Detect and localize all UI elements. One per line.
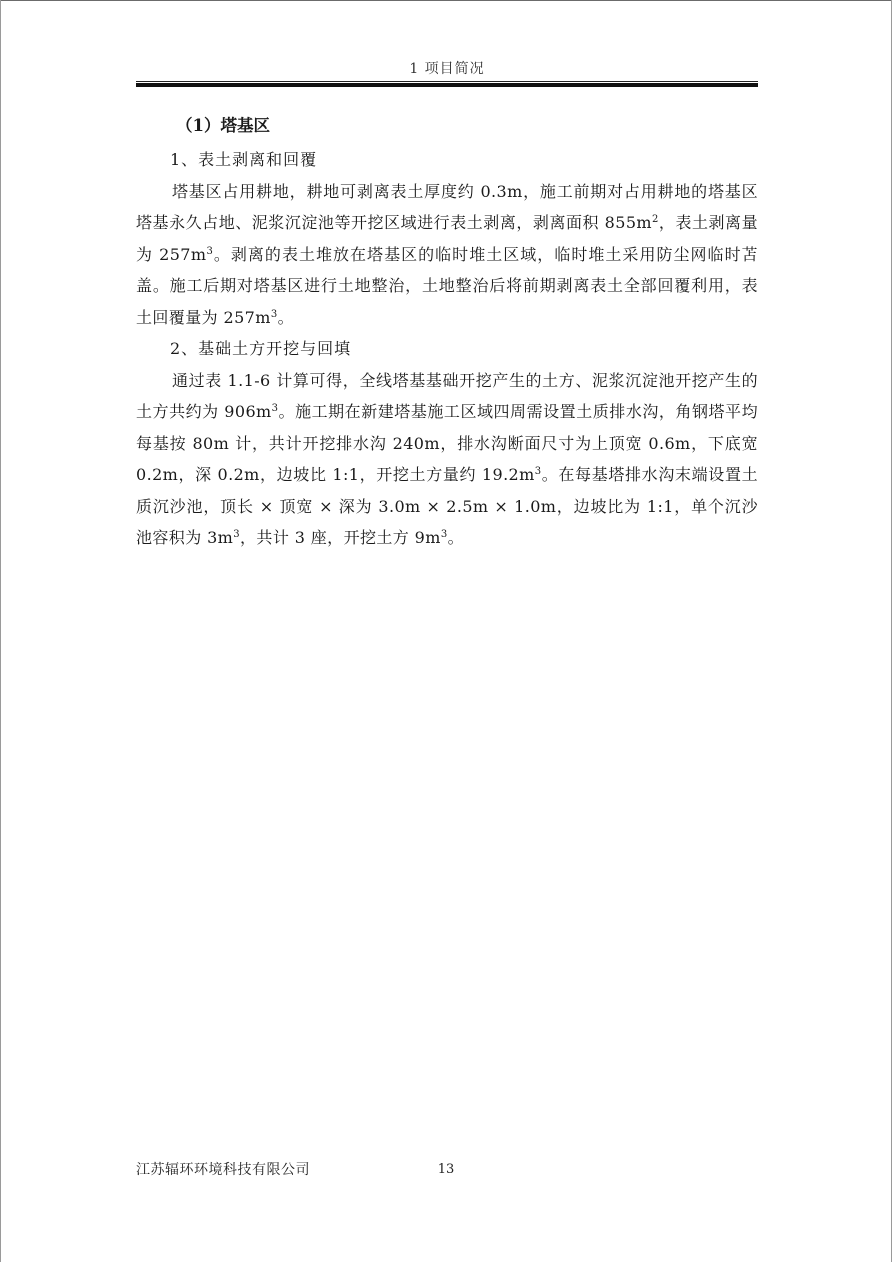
header-rule-thin xyxy=(136,81,758,82)
paragraph-excavation xyxy=(136,365,758,554)
section-heading: （1）塔基区 xyxy=(176,116,270,135)
text-run: 。剥离的表土堆放在塔基区的临时堆土区域，临时堆土采用防尘网临时苫盖。施工后期对塔基区进行土地整治，土地整治后将前期剥离表土全部回覆利用，表土回覆量为 257m xyxy=(136,244,758,327)
superscript: 3 xyxy=(233,529,241,540)
text-run: ，表土剥离量为 257m xyxy=(136,213,758,264)
subsection-heading-topsoil: 1、表土剥离和回覆 xyxy=(170,150,318,169)
superscript: 3 xyxy=(271,403,279,414)
running-header: 1 项目简况 xyxy=(409,61,485,77)
header-rule-thick xyxy=(136,83,758,87)
text-run: 塔基区占用耕地，耕地可剥离表土厚度约 0.3m，施工前期对占用耕地的塔基区塔基永久占地、泥浆沉淀池等开挖区域进行表土剥离，剥离面积 855m xyxy=(136,181,758,232)
subsection-heading-excavation: 2、基础土方开挖与回填 xyxy=(170,339,352,358)
superscript: 2 xyxy=(652,214,659,225)
text-run: 通过表 1.1-6 计算可得，全线塔基基础开挖产生的土方、泥浆沉淀池开挖产生的土方共约为 906m xyxy=(136,370,758,421)
text-run: 。在每基塔排水沟末端设置土质沉沙池，顶长 × 顶宽 × 深为 3.0m × 2.5m × 1.0m，边坡比为 1:1，单个沉沙池容积为 3m xyxy=(136,465,758,547)
page-border-left xyxy=(0,0,1,1262)
text-run: 。 xyxy=(277,307,294,327)
text-run: ，共计 3 座，开挖土方 9m xyxy=(240,528,441,547)
superscript: 3 xyxy=(206,245,214,257)
document-body xyxy=(136,110,758,554)
footer-company-name: 江苏辐环环境科技有限公司 xyxy=(136,1162,310,1178)
superscript: 3 xyxy=(534,466,542,477)
page-border-top xyxy=(0,0,892,1)
text-run: 。施工期在新建塔基施工区域四周需设置土质排水沟，角钢塔平均每基按 80m 计，共计开挖排水沟 240m，排水沟断面尺寸为上顶宽 0.6m，下底宽 0.2m，深 0.2m，边坡比 1:1，开挖土方量约 19.2m xyxy=(136,402,758,484)
paragraph-topsoil xyxy=(136,176,758,334)
text-run: 。 xyxy=(447,528,464,547)
superscript: 3 xyxy=(440,529,448,540)
superscript: 3 xyxy=(270,308,278,320)
footer-page-number: 13 xyxy=(437,1162,455,1177)
